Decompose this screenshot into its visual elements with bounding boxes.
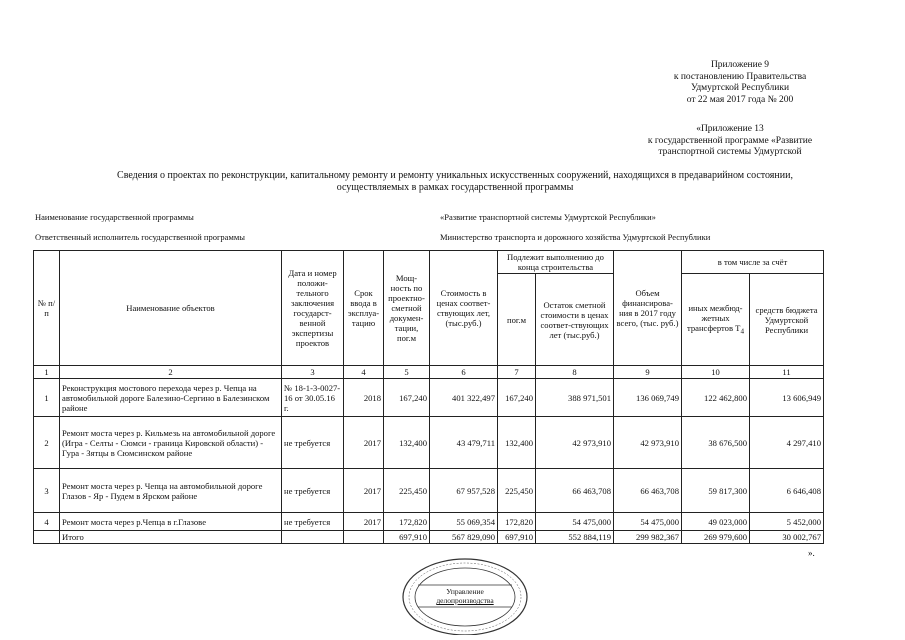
stamp-text-1: Управление: [446, 587, 484, 596]
header-subject-rest: Остаток сметной стоимости в ценах соответ-ствующих лет (тыс.руб.): [536, 274, 614, 366]
row-term: 2017: [344, 417, 384, 469]
total-empty: [344, 531, 384, 544]
row-volume: 66 463,708: [614, 469, 682, 513]
total-row: [34, 531, 824, 544]
row-term: 2018: [344, 379, 384, 417]
header-no: № п/п: [34, 251, 60, 366]
colnum: 1: [34, 366, 60, 379]
row-term: 2017: [344, 513, 384, 531]
closing-quote: ».: [808, 548, 815, 558]
stamp: [400, 555, 530, 635]
colnum-row: [34, 366, 824, 379]
appendix-line: Удмуртской Республики: [690, 83, 790, 93]
title-line: Сведения о проектах по реконструкции, капитальному ремонту и ремонту уникальных искусственных сооружений, находящихся в предаварийном состоянии,: [117, 170, 793, 181]
total-m: 697,910: [498, 531, 536, 544]
row-term: 2017: [344, 469, 384, 513]
row-transfers: 122 462,800: [682, 379, 750, 417]
row-capacity: 225,450: [384, 469, 430, 513]
row-no: 2: [34, 417, 60, 469]
row-rest: 54 475,000: [536, 513, 614, 531]
row-m: 172,820: [498, 513, 536, 531]
colnum: 4: [344, 366, 384, 379]
row-rest: 388 971,501: [536, 379, 614, 417]
total-rest: 552 884,119: [536, 531, 614, 544]
header-incl-transfers-sub: 4: [740, 327, 745, 336]
appendix-block: [620, 60, 860, 106]
colnum: 6: [430, 366, 498, 379]
appendix-line: Приложение 9: [710, 60, 770, 70]
header-volume: Объем финансирова-ния в 2017 году всего, (тыс. руб.): [614, 251, 682, 366]
header-name: Наименование объектов: [60, 251, 282, 366]
table-row: [34, 513, 824, 531]
row-name: Ремонт моста через р. Чепца на автомобильной дороге Глазов - Яр - Пудем в Ярском районе: [60, 469, 282, 513]
colnum: 5: [384, 366, 430, 379]
appendix13-line: к государственной программе «Развитие: [647, 135, 813, 146]
row-capacity: 172,820: [384, 513, 430, 531]
row-cost: 67 957,528: [430, 469, 498, 513]
colnum: 8: [536, 366, 614, 379]
executor-value: Министерство транспорта и дорожного хозяйства Удмуртской Республики: [440, 232, 711, 242]
row-capacity: 132,400: [384, 417, 430, 469]
title-line: осуществляемых в рамках государственной программы: [336, 182, 574, 193]
row-rest: 66 463,708: [536, 469, 614, 513]
row-expertise: не требуется: [282, 513, 344, 531]
colnum: 11: [750, 366, 824, 379]
header-cost: Стоимость в ценах соответ-ствующих лет, (тыс.руб.): [430, 251, 498, 366]
total-capacity: 697,910: [384, 531, 430, 544]
table-row: [34, 417, 824, 469]
colnum: 7: [498, 366, 536, 379]
program-value: «Развитие транспортной системы Удмуртской Республики»: [440, 212, 656, 222]
header-subject-m: пог.м: [498, 274, 536, 366]
row-volume: 54 475,000: [614, 513, 682, 531]
row-cost: 43 479,711: [430, 417, 498, 469]
row-name: Ремонт моста через р. Кильмезь на автомобильной дороге (Игра - Селты - Сюмси - граница Кировской области) - Гура - Зятцы в Сюмсинском районе: [60, 417, 282, 469]
row-budget: 5 452,000: [750, 513, 824, 531]
colnum: 3: [282, 366, 344, 379]
row-no: 3: [34, 469, 60, 513]
row-volume: 136 069,749: [614, 379, 682, 417]
row-budget: 13 606,949: [750, 379, 824, 417]
row-rest: 42 973,910: [536, 417, 614, 469]
total-empty: [34, 531, 60, 544]
row-transfers: 38 676,500: [682, 417, 750, 469]
table-row: [34, 469, 824, 513]
stamp-text-2: делопроизводства: [436, 596, 494, 605]
header-incl-group: в том числе за счёт: [682, 251, 824, 274]
appendix13-block: [595, 124, 865, 159]
appendix-line: к постановлению Правительства: [673, 71, 807, 82]
row-m: 167,240: [498, 379, 536, 417]
row-name: Ремонт моста через р.Чепца в г.Глазове: [60, 513, 282, 531]
row-expertise: не требуется: [282, 417, 344, 469]
total-cost: 567 829,090: [430, 531, 498, 544]
row-cost: 55 069,354: [430, 513, 498, 531]
row-cost: 401 322,497: [430, 379, 498, 417]
executor-label: Ответственный исполнитель государственной программы: [35, 232, 245, 242]
document-title: [60, 170, 850, 194]
row-transfers: 59 817,300: [682, 469, 750, 513]
total-label: Итого: [60, 531, 282, 544]
header-incl-transfers: [682, 274, 750, 366]
row-transfers: 49 023,000: [682, 513, 750, 531]
row-m: 225,450: [498, 469, 536, 513]
row-budget: 4 297,410: [750, 417, 824, 469]
header-row: [34, 251, 824, 274]
row-volume: 42 973,910: [614, 417, 682, 469]
colnum: 2: [60, 366, 282, 379]
appendix-line: от 22 мая 2017 года № 200: [686, 94, 794, 105]
row-expertise: № 18-1-3-0027-16 от 30.05.16 г.: [282, 379, 344, 417]
program-label: Наименование государственной программы: [35, 212, 194, 222]
header-incl-budget: средств бюджета Удмуртской Республики: [750, 274, 824, 366]
total-transfers: 269 979,600: [682, 531, 750, 544]
row-name: Реконструкция мостового перехода через р. Чепца на автомобильной дороге Балезино-Сергино в Балезинском районе: [60, 379, 282, 417]
header-incl-transfers-text: иных межбюд-жетных трансфертов Т: [686, 302, 743, 333]
table-row: [34, 379, 824, 417]
colnum: 10: [682, 366, 750, 379]
total-empty: [282, 531, 344, 544]
header-capacity: Мощ-ность по проектно-сметной докумен-тации, пог.м: [384, 251, 430, 366]
row-capacity: 167,240: [384, 379, 430, 417]
row-budget: 6 646,408: [750, 469, 824, 513]
row-no: 4: [34, 513, 60, 531]
row-no: 1: [34, 379, 60, 417]
header-subject-group: Подлежит выполнению до конца строительства: [498, 251, 614, 274]
header-expertise: Дата и номер положи-тельного заключения государст-венной экспертизы проектов: [282, 251, 344, 366]
row-m: 132,400: [498, 417, 536, 469]
header-term: Срок ввода в эксплуа-тацию: [344, 251, 384, 366]
appendix13-line: транспортной системы Удмуртской: [658, 147, 802, 157]
total-budget: 30 002,767: [750, 531, 824, 544]
row-expertise: не требуется: [282, 469, 344, 513]
colnum: 9: [614, 366, 682, 379]
appendix13-line: «Приложение 13: [696, 124, 764, 134]
total-volume: 299 982,367: [614, 531, 682, 544]
projects-table: [33, 250, 824, 544]
